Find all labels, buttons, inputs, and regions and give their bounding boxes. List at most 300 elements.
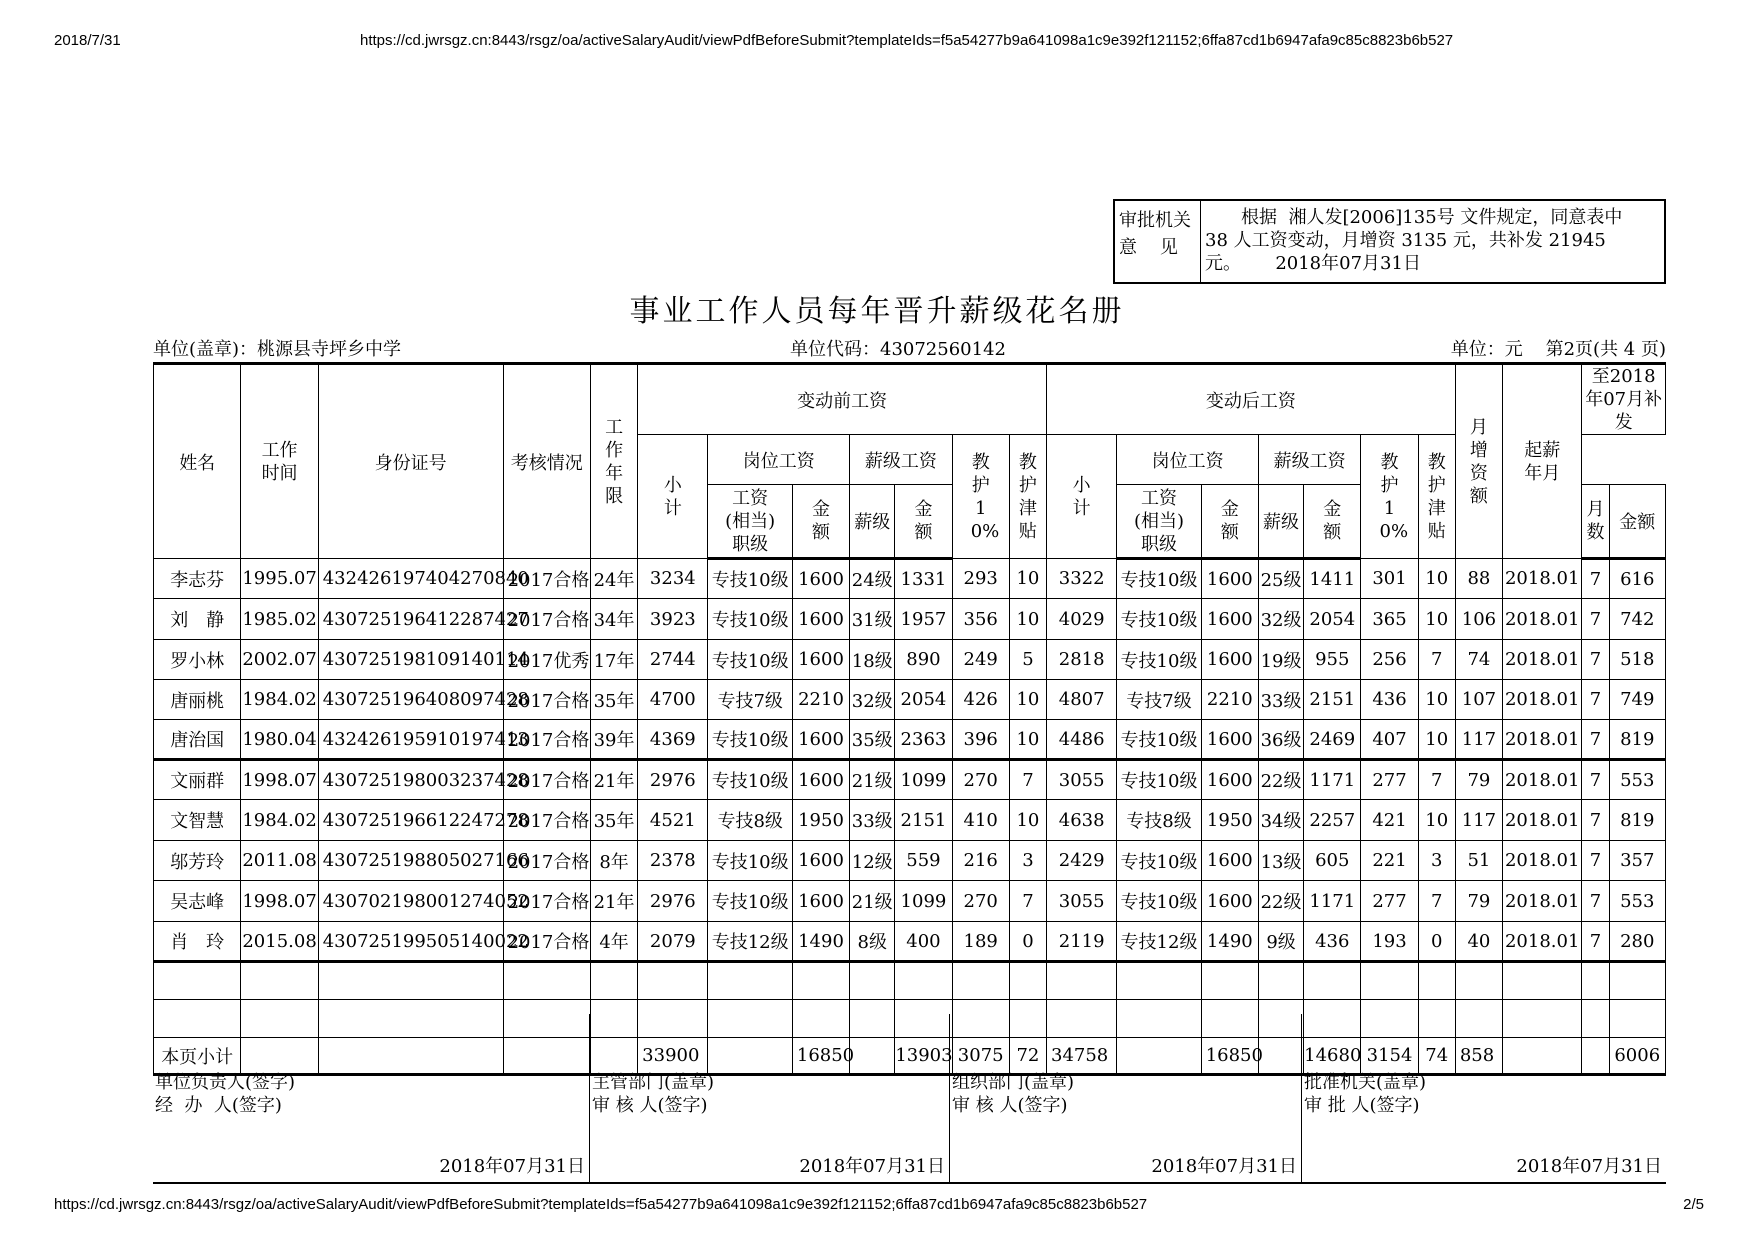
cell-start: 2018.01: [1503, 922, 1582, 962]
cell-inc: 79: [1455, 760, 1502, 800]
cell-b-t10: 216: [952, 841, 1009, 881]
cell-b-grade-amt: 1099: [895, 760, 952, 800]
total-b-grade-amt: 13903: [895, 1038, 952, 1075]
cell-a-grade-amt: 955: [1304, 640, 1361, 680]
approval-box: [1113, 199, 1666, 284]
cell-a-ta: 7: [1418, 760, 1455, 800]
blank-cell: [318, 962, 503, 1000]
cell-b-post-amt: 1600: [792, 720, 849, 760]
total-b-sub: 33900: [638, 1038, 708, 1075]
header-after-post-title: 工资(相当)职级: [1117, 485, 1201, 559]
cell-a-post-amt: 1600: [1201, 881, 1258, 922]
cell-months: 7: [1582, 800, 1609, 841]
cell-b-t10: 356: [952, 599, 1009, 640]
cell-work-time: 1980.04: [241, 720, 318, 760]
header-after-grade-wage: 薪级工资: [1258, 435, 1360, 485]
cell-a-t10: 301: [1361, 559, 1418, 599]
total-a-ta: 74: [1418, 1038, 1455, 1075]
cell-b-post-amt: 1600: [792, 760, 849, 800]
blank-cell: [1418, 962, 1455, 1000]
cell-a-grade: 33级: [1258, 680, 1303, 720]
cell-a-post-amt: 2210: [1201, 680, 1258, 720]
cell-b-sub: 3923: [638, 599, 708, 640]
cell-years: 8年: [590, 841, 637, 881]
signature-unit-line2: 经 办 人(签字): [155, 1095, 282, 1116]
cell-a-post: 专技7级: [1117, 680, 1201, 720]
blank-row: [154, 962, 1666, 1000]
cell-b-post-amt: 1600: [792, 640, 849, 680]
cell-a-grade: 36级: [1258, 720, 1303, 760]
cell-assess: 2017合格: [503, 599, 590, 640]
currency-page: 单位：元 第2页(共 4 页): [1450, 339, 1666, 360]
cell-work-time: 1995.07: [241, 559, 318, 599]
cell-start: 2018.01: [1503, 680, 1582, 720]
cell-a-post-amt: 1600: [1201, 720, 1258, 760]
table-row: [154, 680, 1666, 720]
blank-cell: [638, 962, 708, 1000]
cell-inc: 107: [1455, 680, 1502, 720]
header-after: 变动后工资: [1047, 364, 1456, 435]
cell-id: 430725196408097428: [318, 680, 503, 720]
cell-work-time: 2015.08: [241, 922, 318, 962]
blank-cell: [503, 962, 590, 1000]
blank-cell: [590, 962, 637, 1000]
signature-organization: [950, 1014, 1302, 1182]
cell-a-ta: 7: [1418, 881, 1455, 922]
cell-a-post-amt: 1600: [1201, 841, 1258, 881]
header-after-post-amount: 金额: [1201, 485, 1258, 559]
cell-b-sub: 2378: [638, 841, 708, 881]
signature-approval: [1302, 1014, 1666, 1182]
header-after-teach-allow: 教护津贴: [1418, 435, 1455, 559]
cell-a-grade-amt: 1411: [1304, 559, 1361, 599]
blank-cell: [1455, 962, 1502, 1000]
cell-b-grade-amt: 1331: [895, 559, 952, 599]
blank-cell: [1117, 962, 1201, 1000]
cell-a-post-amt: 1490: [1201, 922, 1258, 962]
header-after-subtotal: 小计: [1047, 435, 1117, 559]
header-backpay-amount: 金额: [1609, 485, 1665, 559]
signature-approval-line2: 审 批 人(签字): [1304, 1095, 1420, 1116]
cell-backpay: 616: [1609, 559, 1665, 599]
cell-b-post: 专技10级: [708, 760, 792, 800]
cell-b-post: 专技10级: [708, 559, 792, 599]
cell-a-sub: 2429: [1047, 841, 1117, 881]
cell-b-post: 专技10级: [708, 599, 792, 640]
cell-b-grade-amt: 890: [895, 640, 952, 680]
cell-a-grade: 9级: [1258, 922, 1303, 962]
cell-a-ta: 0: [1418, 922, 1455, 962]
cell-b-grade: 18级: [850, 640, 895, 680]
table-row: [154, 841, 1666, 881]
cell-years: 35年: [590, 680, 637, 720]
cell-work-time: 1985.02: [241, 599, 318, 640]
header-backpay: 至2018年07月补发: [1582, 364, 1666, 435]
cell-b-grade-amt: 559: [895, 841, 952, 881]
cell-a-sub: 3055: [1047, 881, 1117, 922]
cell-a-grade: 22级: [1258, 881, 1303, 922]
cell-a-grade-amt: 2257: [1304, 800, 1361, 841]
cell-b-sub: 4521: [638, 800, 708, 841]
cell-work-time: 2011.08: [241, 841, 318, 881]
cell-a-sub: 4638: [1047, 800, 1117, 841]
approval-label-line1: 审批机关: [1119, 210, 1191, 231]
cell-name: 刘 静: [154, 599, 241, 640]
header-before-teach10: 教护10%: [952, 435, 1009, 559]
cell-assess: 2017优秀: [503, 640, 590, 680]
approval-line1: 根据 湘人发[2006]135号 文件规定，同意表中: [1241, 207, 1623, 228]
cell-b-sub: 2976: [638, 760, 708, 800]
cell-assess: 2017合格: [503, 922, 590, 962]
cell-a-t10: 365: [1361, 599, 1418, 640]
cell-a-t10: 193: [1361, 922, 1418, 962]
table-row: [154, 800, 1666, 841]
header-years: 工作年限: [590, 364, 637, 559]
cell-start: 2018.01: [1503, 800, 1582, 841]
total-a-t10: 3154: [1361, 1038, 1418, 1075]
cell-id: 430725198805027166: [318, 841, 503, 881]
cell-a-grade-amt: 1171: [1304, 760, 1361, 800]
blank-cell: [1009, 962, 1046, 1000]
cell-a-post-amt: 1600: [1201, 599, 1258, 640]
cell-inc: 117: [1455, 720, 1502, 760]
blank-cell: [1503, 962, 1582, 1000]
signature-organization-line2: 审 核 人(签字): [952, 1095, 1068, 1116]
cell-months: 7: [1582, 599, 1609, 640]
blank-cell: [708, 962, 792, 1000]
blank-cell: [154, 962, 241, 1000]
cell-b-grade: 33级: [850, 800, 895, 841]
cell-a-t10: 221: [1361, 841, 1418, 881]
blank-cell: [850, 962, 895, 1000]
cell-b-ta: 7: [1009, 760, 1046, 800]
total-inc: 858: [1455, 1038, 1502, 1075]
cell-work-time: 1984.02: [241, 680, 318, 720]
cell-a-post-amt: 1600: [1201, 559, 1258, 599]
cell-years: 35年: [590, 800, 637, 841]
total-name: 本页小计: [154, 1038, 241, 1075]
cell-id: 430725198003237428: [318, 760, 503, 800]
cell-b-ta: 10: [1009, 599, 1046, 640]
header-work-time: 工作时间: [241, 364, 318, 559]
cell-a-t10: 277: [1361, 760, 1418, 800]
cell-backpay: 553: [1609, 760, 1665, 800]
cell-a-grade-amt: 2054: [1304, 599, 1361, 640]
blank-cell: [1047, 962, 1117, 1000]
signature-supervisor-line1: 主管部门(盖章): [592, 1072, 715, 1093]
cell-b-grade: 8级: [850, 922, 895, 962]
cell-inc: 51: [1455, 841, 1502, 881]
cell-months: 7: [1582, 680, 1609, 720]
total-b-post-amt: 16850: [792, 1038, 849, 1075]
cell-backpay: 280: [1609, 922, 1665, 962]
cell-b-post-amt: 1600: [792, 881, 849, 922]
unit-code: 单位代码：43072560142: [790, 339, 1006, 360]
header-start-month: 起薪年月: [1503, 364, 1582, 559]
cell-assess: 2017合格: [503, 760, 590, 800]
cell-id: 430702198001274052: [318, 881, 503, 922]
cell-a-sub: 4486: [1047, 720, 1117, 760]
cell-b-sub: 2744: [638, 640, 708, 680]
cell-b-post-amt: 2210: [792, 680, 849, 720]
cell-start: 2018.01: [1503, 881, 1582, 922]
header-after-teach10: 教护10%: [1361, 435, 1418, 559]
cell-years: 4年: [590, 922, 637, 962]
blank-cell: [952, 962, 1009, 1000]
cell-b-post: 专技10级: [708, 841, 792, 881]
cell-id: 430725198109140114: [318, 640, 503, 680]
cell-b-grade-amt: 1957: [895, 599, 952, 640]
cell-b-grade-amt: 2363: [895, 720, 952, 760]
signature-unit: [153, 1014, 590, 1182]
footer-page-indicator: 2/5: [1683, 1196, 1704, 1213]
cell-a-grade-amt: 605: [1304, 841, 1361, 881]
cell-b-grade: 24级: [850, 559, 895, 599]
cell-a-post: 专技10级: [1117, 559, 1201, 599]
signature-unit-line1: 单位负责人(签字): [155, 1072, 296, 1093]
cell-a-grade-amt: 2469: [1304, 720, 1361, 760]
cell-assess: 2017合格: [503, 800, 590, 841]
cell-a-t10: 277: [1361, 881, 1418, 922]
cell-years: 21年: [590, 760, 637, 800]
cell-backpay: 819: [1609, 800, 1665, 841]
cell-start: 2018.01: [1503, 841, 1582, 881]
cell-b-t10: 293: [952, 559, 1009, 599]
approval-label-line2: 意 见: [1119, 237, 1178, 258]
header-before-post-amount: 金额: [792, 485, 849, 559]
cell-months: 7: [1582, 559, 1609, 599]
cell-b-sub: 4700: [638, 680, 708, 720]
signature-approval-line1: 批准机关(盖章): [1304, 1072, 1427, 1093]
cell-a-post-amt: 1950: [1201, 800, 1258, 841]
cell-start: 2018.01: [1503, 559, 1582, 599]
cell-years: 39年: [590, 720, 637, 760]
cell-b-sub: 2079: [638, 922, 708, 962]
header-before-grade-wage: 薪级工资: [850, 435, 952, 485]
cell-assess: 2017合格: [503, 559, 590, 599]
blank-cell: [1582, 962, 1609, 1000]
blank-cell: [1258, 962, 1303, 1000]
cell-b-ta: 10: [1009, 559, 1046, 599]
cell-name: 李志芬: [154, 559, 241, 599]
signature-organization-line1: 组织部门(盖章): [952, 1072, 1075, 1093]
cell-b-grade-amt: 2054: [895, 680, 952, 720]
cell-work-time: 1998.07: [241, 760, 318, 800]
cell-start: 2018.01: [1503, 720, 1582, 760]
cell-months: 7: [1582, 841, 1609, 881]
cell-a-sub: 2119: [1047, 922, 1117, 962]
cell-b-ta: 7: [1009, 881, 1046, 922]
signature-supervisor: [590, 1014, 950, 1182]
cell-id: 430725199505140022: [318, 922, 503, 962]
cell-name: 唐丽桃: [154, 680, 241, 720]
header-before-post-wage: 岗位工资: [708, 435, 850, 485]
cell-months: 7: [1582, 922, 1609, 962]
blank-cell: [241, 962, 318, 1000]
cell-b-ta: 10: [1009, 680, 1046, 720]
cell-b-grade-amt: 400: [895, 922, 952, 962]
cell-b-ta: 10: [1009, 800, 1046, 841]
cell-months: 7: [1582, 760, 1609, 800]
document-title: 事业工作人员每年晋升薪级花名册: [629, 294, 1125, 329]
cell-b-post-amt: 1600: [792, 599, 849, 640]
cell-months: 7: [1582, 640, 1609, 680]
table-row: [154, 559, 1666, 599]
cell-b-post: 专技10级: [708, 640, 792, 680]
cell-inc: 88: [1455, 559, 1502, 599]
cell-id: 432426197404270840: [318, 559, 503, 599]
cell-id: 432426195910197413: [318, 720, 503, 760]
cell-backpay: 518: [1609, 640, 1665, 680]
cell-a-ta: 3: [1418, 841, 1455, 881]
cell-assess: 2017合格: [503, 841, 590, 881]
cell-a-post: 专技8级: [1117, 800, 1201, 841]
blank-cell: [1304, 962, 1361, 1000]
header-before-grade: 薪级: [850, 485, 895, 559]
header-before: 变动前工资: [638, 364, 1047, 435]
cell-b-ta: 3: [1009, 841, 1046, 881]
cell-b-ta: 0: [1009, 922, 1046, 962]
header-after-grade: 薪级: [1258, 485, 1303, 559]
cell-months: 7: [1582, 720, 1609, 760]
header-before-subtotal: 小计: [638, 435, 708, 559]
cell-b-grade: 21级: [850, 881, 895, 922]
roster-table: [153, 362, 1666, 1076]
cell-a-post: 专技10级: [1117, 720, 1201, 760]
cell-b-t10: 410: [952, 800, 1009, 841]
cell-a-sub: 3055: [1047, 760, 1117, 800]
header-before-post-title: 工资(相当)职级: [708, 485, 792, 559]
cell-backpay: 819: [1609, 720, 1665, 760]
blank-cell: [1609, 962, 1665, 1000]
cell-b-t10: 396: [952, 720, 1009, 760]
cell-a-post-amt: 1600: [1201, 760, 1258, 800]
print-date: 2018/7/31: [54, 32, 121, 49]
cell-b-ta: 10: [1009, 720, 1046, 760]
cell-b-post: 专技7级: [708, 680, 792, 720]
cell-a-grade: 22级: [1258, 760, 1303, 800]
cell-a-sub: 4807: [1047, 680, 1117, 720]
cell-id: 430725196412287427: [318, 599, 503, 640]
approval-line2: 38 人工资变动，月增资 3135 元，共补发 21945: [1205, 230, 1606, 251]
cell-assess: 2017合格: [503, 720, 590, 760]
approval-opinion: [1201, 201, 1664, 282]
cell-b-grade-amt: 2151: [895, 800, 952, 841]
signature-supervisor-line2: 审 核 人(签字): [592, 1095, 708, 1116]
cell-assess: 2017合格: [503, 680, 590, 720]
cell-a-post: 专技12级: [1117, 922, 1201, 962]
print-url: https://cd.jwrsgz.cn:8443/rsgz/oa/activeSalaryAudit/viewPdfBeforeSubmit?templateIds=f5a54277b9a641098a1c9e392f121152;6ffa87cd1b6947afa9c85c8823b6b527: [360, 32, 1454, 49]
cell-months: 7: [1582, 881, 1609, 922]
cell-name: 罗小林: [154, 640, 241, 680]
cell-years: 21年: [590, 881, 637, 922]
cell-a-ta: 10: [1418, 800, 1455, 841]
cell-inc: 106: [1455, 599, 1502, 640]
cell-a-t10: 436: [1361, 680, 1418, 720]
cell-a-ta: 7: [1418, 640, 1455, 680]
cell-name: 文智慧: [154, 800, 241, 841]
cell-id: 430725196612247278: [318, 800, 503, 841]
footer-url: https://cd.jwrsgz.cn:8443/rsgz/oa/activeSalaryAudit/viewPdfBeforeSubmit?templateIds=f5a54277b9a641098a1c9e392f121152;6ffa87cd1b6947afa9c85c8823b6b527: [54, 1196, 1148, 1213]
cell-b-grade: 21级: [850, 760, 895, 800]
table-row: [154, 760, 1666, 800]
cell-name: 肖 玲: [154, 922, 241, 962]
total-a-grade-amt: 14680: [1304, 1038, 1361, 1075]
cell-b-t10: 189: [952, 922, 1009, 962]
cell-b-grade: 35级: [850, 720, 895, 760]
cell-b-post: 专技8级: [708, 800, 792, 841]
cell-b-post: 专技12级: [708, 922, 792, 962]
cell-b-grade: 12级: [850, 841, 895, 881]
cell-b-t10: 270: [952, 760, 1009, 800]
cell-years: 34年: [590, 599, 637, 640]
blank-cell: [895, 962, 952, 1000]
table-row: [154, 922, 1666, 962]
header-name: 姓名: [154, 364, 241, 559]
signature-organization-date: 2018年07月31日: [1151, 1156, 1297, 1177]
cell-backpay: 357: [1609, 841, 1665, 881]
cell-inc: 79: [1455, 881, 1502, 922]
cell-a-grade-amt: 2151: [1304, 680, 1361, 720]
cell-a-ta: 10: [1418, 720, 1455, 760]
signature-area: [153, 1014, 1666, 1184]
blank-cell: [792, 962, 849, 1000]
blank-cell: [1361, 962, 1418, 1000]
header-after-post-wage: 岗位工资: [1117, 435, 1259, 485]
header-before-grade-amount: 金额: [895, 485, 952, 559]
cell-name: 文丽群: [154, 760, 241, 800]
cell-a-grade: 34级: [1258, 800, 1303, 841]
header-before-teach-allow: 教护津贴: [1009, 435, 1046, 559]
cell-years: 17年: [590, 640, 637, 680]
approval-label: [1115, 201, 1201, 282]
cell-b-sub: 3234: [638, 559, 708, 599]
header-months: 月数: [1582, 485, 1609, 559]
cell-name: 邬芳玲: [154, 841, 241, 881]
cell-work-time: 1998.07: [241, 881, 318, 922]
total-b-t10: 3075: [952, 1038, 1009, 1075]
cell-b-t10: 426: [952, 680, 1009, 720]
cell-a-sub: 3322: [1047, 559, 1117, 599]
blank-cell: [1201, 962, 1258, 1000]
cell-a-t10: 256: [1361, 640, 1418, 680]
header-after-grade-amount: 金额: [1304, 485, 1361, 559]
cell-a-grade-amt: 436: [1304, 922, 1361, 962]
cell-a-post: 专技10级: [1117, 760, 1201, 800]
cell-a-post: 专技10级: [1117, 881, 1201, 922]
cell-work-time: 1984.02: [241, 800, 318, 841]
cell-inc: 117: [1455, 800, 1502, 841]
unit-name: 单位(盖章)：桃源县寺坪乡中学: [153, 339, 402, 360]
total-a-post-amt: 16850: [1201, 1038, 1258, 1075]
cell-a-ta: 10: [1418, 559, 1455, 599]
cell-a-post: 专技10级: [1117, 841, 1201, 881]
cell-a-sub: 2818: [1047, 640, 1117, 680]
cell-a-grade: 32级: [1258, 599, 1303, 640]
total-backpay: 6006: [1609, 1038, 1665, 1075]
header-assessment: 考核情况: [503, 364, 590, 559]
approval-line3: 元。 2018年07月31日: [1205, 253, 1421, 274]
signature-approval-date: 2018年07月31日: [1516, 1156, 1662, 1177]
cell-a-post: 专技10级: [1117, 599, 1201, 640]
cell-backpay: 749: [1609, 680, 1665, 720]
cell-b-t10: 270: [952, 881, 1009, 922]
cell-name: 唐治国: [154, 720, 241, 760]
cell-a-grade: 19级: [1258, 640, 1303, 680]
cell-b-post-amt: 1600: [792, 559, 849, 599]
cell-a-t10: 407: [1361, 720, 1418, 760]
cell-b-post: 专技10级: [708, 720, 792, 760]
